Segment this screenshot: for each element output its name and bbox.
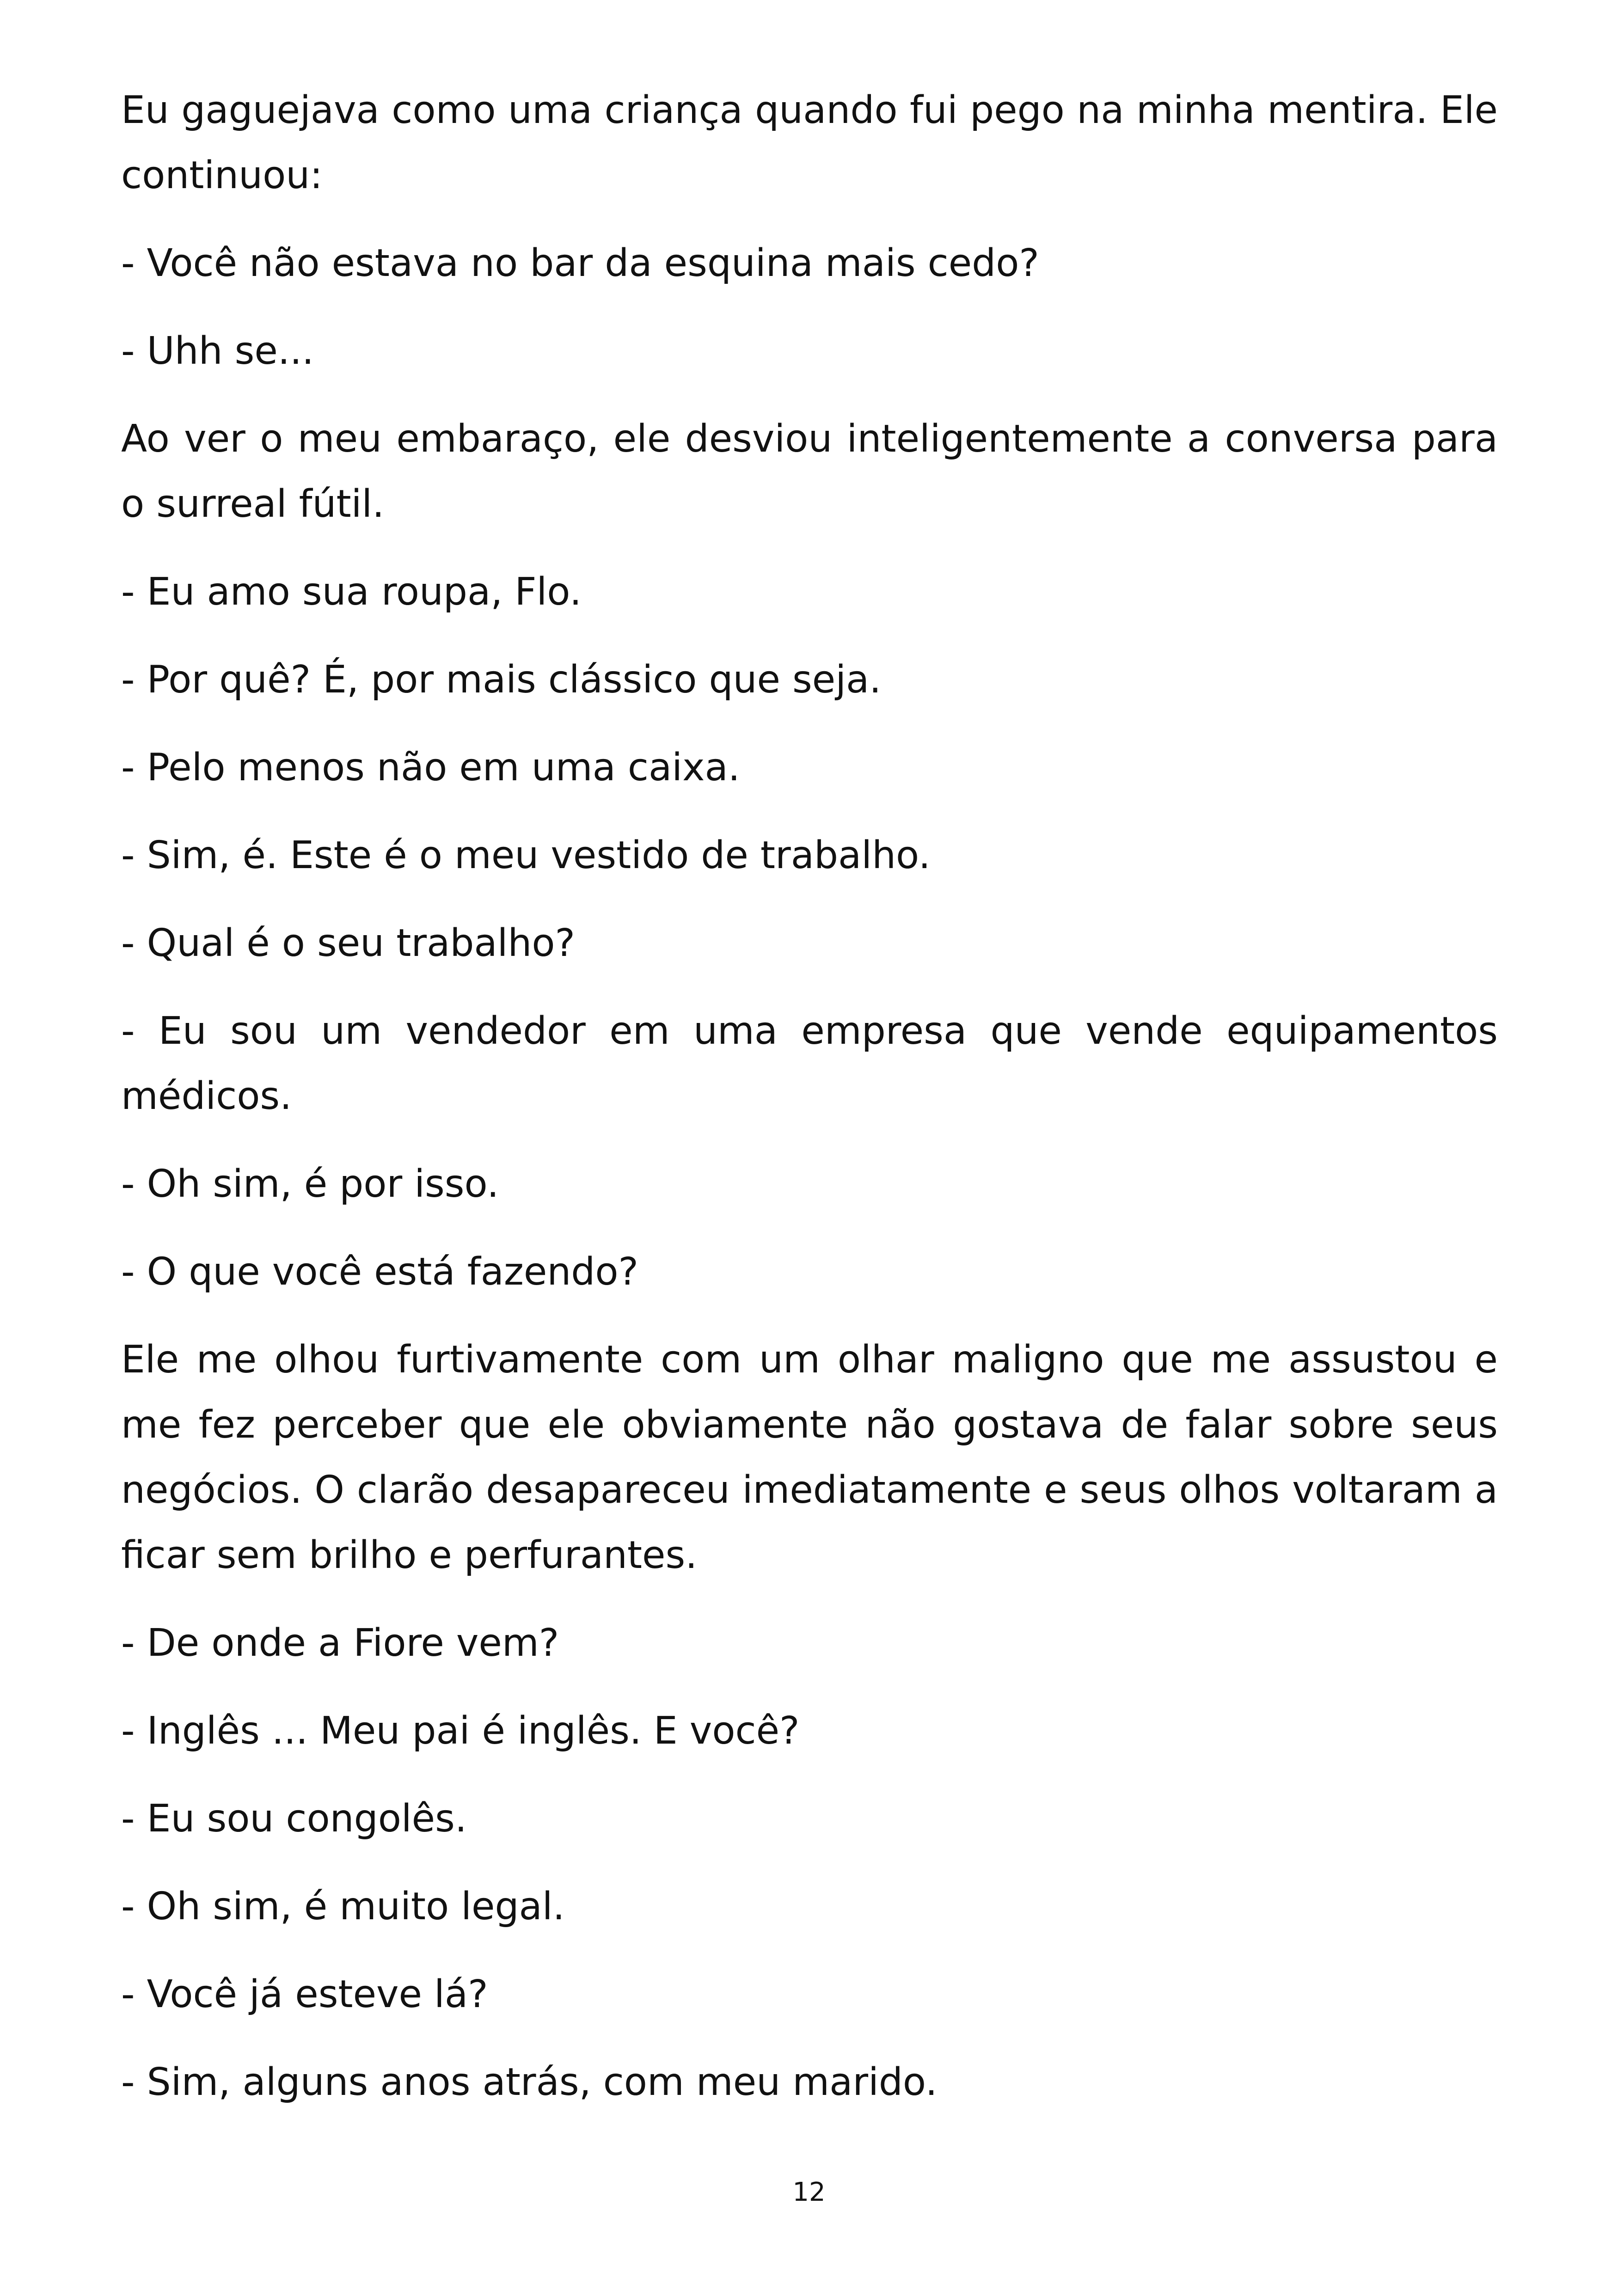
dialogue-line: - Pelo menos não em uma caixa. bbox=[121, 746, 740, 790]
dialogue-line: - Oh sim, é por isso. bbox=[121, 1162, 499, 1206]
dialogue-line: - Sim, é. Este é o meu vestido de trabalho. bbox=[121, 833, 931, 877]
dialogue-line: - Eu sou congolês. bbox=[121, 1797, 467, 1841]
paragraph: Ao ver o meu embaraço, ele desviou inteligentemente a conversa para o surreal fútil. bbox=[121, 417, 1498, 526]
dialogue-line: - Eu amo sua roupa, Flo. bbox=[121, 570, 582, 614]
dialogue-line: - Inglês ... Meu pai é inglês. E você? bbox=[121, 1709, 800, 1753]
dialogue-line: - Oh sim, é muito legal. bbox=[121, 1885, 565, 1929]
dialogue-line: - Sim, alguns anos atrás, com meu marido. bbox=[121, 2060, 938, 2104]
dialogue-line: - Por quê? É, por mais clássico que seja. bbox=[121, 658, 882, 702]
dialogue-line: - Uhh se... bbox=[121, 329, 314, 373]
dialogue-line: - Eu sou um vendedor em uma empresa que vende equipamentos médicos. bbox=[121, 1009, 1498, 1118]
dialogue-line: - Qual é o seu trabalho? bbox=[121, 921, 576, 965]
page-body bbox=[121, 78, 1498, 2137]
dialogue-line: - Você não estava no bar da esquina mais cedo? bbox=[121, 241, 1039, 285]
dialogue-line: - Você já esteve lá? bbox=[121, 1972, 488, 2016]
page-number: 12 bbox=[792, 2177, 826, 2207]
paragraph: Ele me olhou furtivamente com um olhar maligno que me assustou e me fez perceber que ele obviamente não gostava de falar sobre seus negócios. O clarão desapareceu imediatamente e seus olhos voltaram a ficar sem brilho e perfurantes. bbox=[121, 1338, 1498, 1577]
dialogue-line: - O que você está fazendo? bbox=[121, 1250, 639, 1294]
paragraph: Eu gaguejava como uma criança quando fui pego na minha mentira. Ele continuou: bbox=[121, 88, 1498, 197]
dialogue-line: - De onde a Fiore vem? bbox=[121, 1621, 559, 1665]
